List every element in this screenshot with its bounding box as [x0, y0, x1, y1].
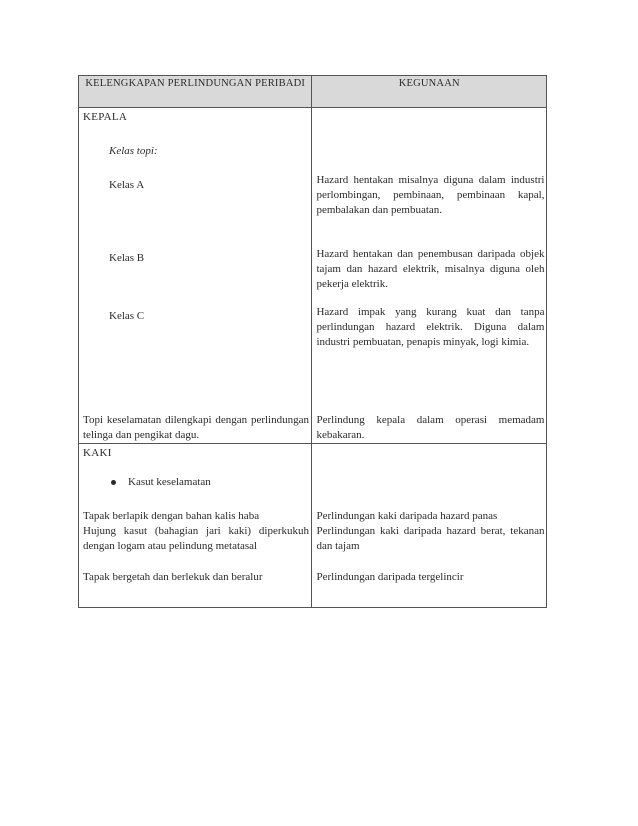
section-title-kepala: KEPALA — [83, 111, 128, 123]
section-kepala — [79, 108, 547, 444]
hujung-kasut: Hujung kasut (bahagian jari kaki) diperkukuh dengan logam atau pelindung metatasal — [83, 525, 309, 552]
section-title-kaki: KAKI — [83, 447, 112, 459]
section-kaki — [79, 444, 547, 608]
kelas-b-use: Hazard hentakan dan penembusan daripada objek tajam dan hazard elektrik, misalnya diguna oleh pekerja elektrik. — [316, 248, 545, 290]
kepala-left-cell — [79, 108, 312, 444]
bullet-kasut — [111, 475, 211, 490]
bullet-kasut-text: Kasut keselamatan — [128, 476, 211, 488]
topi-use: Perlindung kepala dalam operasi memadam kebakaran. — [316, 414, 545, 441]
tapak-getah: Tapak bergetah dan berlekuk dan beralur — [83, 571, 263, 583]
kaki-left-cell — [79, 444, 312, 608]
tapak-getah-use: Perlindungan daripada tergelincir — [316, 571, 464, 583]
ppe-table — [78, 75, 547, 608]
bullet-icon — [111, 480, 116, 485]
header-row — [79, 76, 547, 108]
kelas-a-label: Kelas A — [109, 179, 145, 191]
topi-description: Topi keselamatan dilengkapi dengan perlindungan telinga dan pengikat dagu. — [83, 414, 309, 441]
tapak-haba: Tapak berlapik dengan bahan kalis haba — [83, 510, 260, 522]
header-kegunaan: KEGUNAAN — [312, 76, 547, 108]
hujung-use: Perlindungan kaki daripada hazard berat, tekanan dan tajam — [316, 525, 545, 552]
kepala-right-cell — [312, 108, 547, 444]
kelas-a-use: Hazard hentakan misalnya diguna dalam industri perlombingan, pembinaan, pembinaan kapal, pembalakan dan pembuatan. — [316, 174, 545, 216]
kelas-c-use: Hazard impak yang kurang kuat dan tanpa perlindungan hazard elektrik. Diguna dalam industri pembuatan, penapis minyak, logi kimia. — [316, 306, 545, 348]
kelas-c-label: Kelas C — [109, 310, 145, 322]
kelas-b-label: Kelas B — [109, 252, 145, 264]
kaki-right-cell — [312, 444, 547, 608]
kelas-topi-label: Kelas topi: — [109, 145, 158, 157]
header-ppe: KELENGKAPAN PERLINDUNGAN PERIBADI — [79, 76, 312, 108]
tapak-haba-use: Perlindungan kaki daripada hazard panas — [316, 510, 498, 522]
